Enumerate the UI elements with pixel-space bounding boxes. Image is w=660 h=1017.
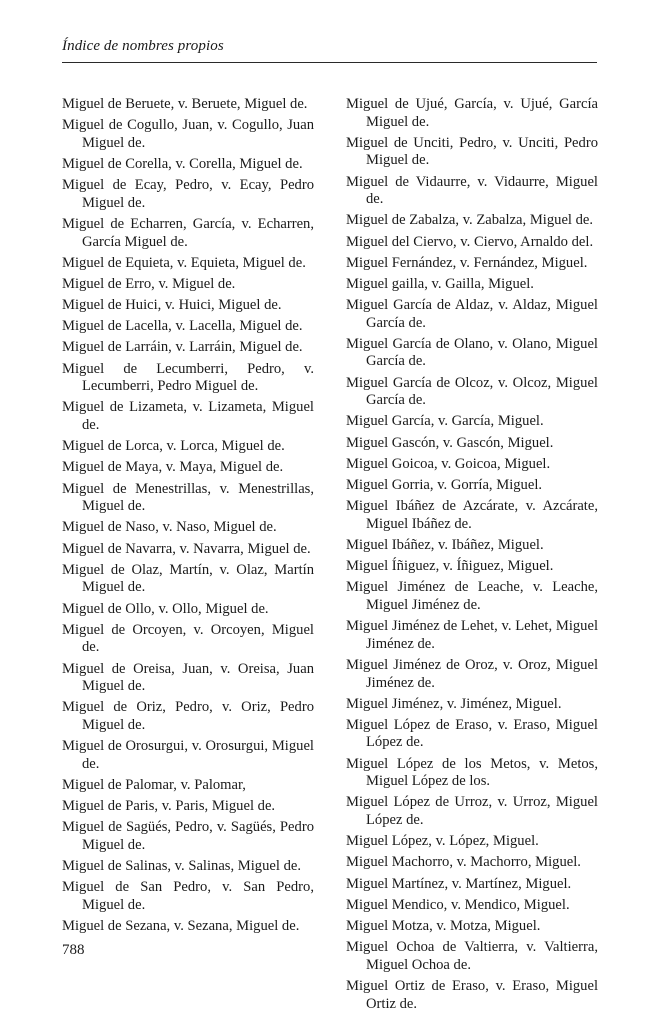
index-entry: Miguel Ortiz de Eraso, v. Eraso, Miguel Ortiz de.: [346, 977, 598, 1012]
index-entry: Miguel de Olaz, Martín, v. Olaz, Martín Miguel de.: [62, 561, 314, 596]
index-entry: Miguel Gascón, v. Gascón, Miguel.: [346, 434, 554, 451]
index-entry: Miguel Jiménez, v. Jiménez, Miguel.: [346, 695, 562, 712]
index-entry: Miguel de Maya, v. Maya, Miguel de.: [62, 459, 284, 476]
index-entry: Miguel Machorro, v. Machorro, Miguel.: [346, 854, 581, 871]
index-entry: Miguel García de Aldaz, v. Aldaz, Miguel García de.: [346, 297, 598, 331]
index-entry: Miguel de Corella, v. Corella, Miguel de.: [62, 155, 303, 172]
index-entry: Miguel García de Olano, v. Olano, Miguel García de.: [346, 335, 598, 370]
index-entry: Miguel de Unciti, Pedro, v. Unciti, Pedro Miguel de.: [346, 134, 598, 169]
index-entry: Miguel de Sagüés, Pedro, v. Sagüés, Pedro Miguel de.: [62, 819, 314, 853]
index-entry: Miguel de Larráin, v. Larráin, Miguel de.: [62, 339, 303, 356]
index-entry: Miguel Ibáñez de Azcárate, v. Azcárate, Miguel Ibáñez de.: [346, 498, 598, 532]
index-entry: Miguel de Naso, v. Naso, Miguel de.: [62, 519, 277, 536]
index-entry: Miguel Jiménez de Leache, v. Leache, Miguel Jiménez de.: [346, 579, 598, 613]
index-entry: Miguel Ibáñez, v. Ibáñez, Miguel.: [346, 536, 544, 553]
index-column-left: [62, 96, 314, 939]
index-entry: Miguel Íñiguez, v. Íñiguez, Miguel.: [346, 558, 554, 575]
index-entry: Miguel de Oreisa, Juan, v. Oreisa, Juan Miguel de.: [62, 660, 314, 695]
index-entry: Miguel de Echarren, García, v. Echarren, García Miguel de.: [62, 215, 314, 250]
index-entry: Miguel Fernández, v. Fernández, Miguel.: [346, 254, 588, 271]
index-entry: Miguel de Navarra, v. Navarra, Miguel de.: [62, 540, 311, 557]
index-entry: Miguel de Ollo, v. Ollo, Miguel de.: [62, 600, 269, 617]
index-entry: Miguel Mendico, v. Mendico, Miguel.: [346, 896, 570, 913]
running-head: Índice de nombres propios: [62, 38, 224, 54]
index-entry: Miguel de Sezana, v. Sezana, Miguel de.: [62, 917, 300, 934]
index-entry: Miguel de Beruete, v. Beruete, Miguel de.: [62, 96, 308, 112]
index-entry: Miguel de Salinas, v. Salinas, Miguel de.: [62, 858, 302, 874]
index-entry: Miguel Jiménez de Lehet, v. Lehet, Miguel Jiménez de.: [346, 618, 598, 652]
index-entry: Miguel López de los Metos, v. Metos, Miguel López de los.: [346, 755, 598, 790]
index-entry: Miguel de Lizameta, v. Lizameta, Miguel de.: [62, 399, 314, 434]
index-entry: Miguel de Lecumberri, Pedro, v. Lecumberri, Pedro Miguel de.: [62, 360, 314, 395]
index-entry: Miguel García de Olcoz, v. Olcoz, Miguel García de.: [346, 374, 598, 409]
index-entry: Miguel López, v. López, Miguel.: [346, 833, 539, 850]
index-entry: Miguel de Orcoyen, v. Orcoyen, Miguel de.: [62, 621, 314, 656]
index-entry: Miguel de Oriz, Pedro, v. Oriz, Pedro Miguel de.: [62, 699, 314, 733]
index-entry: Miguel de Cogullo, Juan, v. Cogullo, Juan Miguel de.: [62, 117, 314, 151]
index-entry: Miguel de Ecay, Pedro, v. Ecay, Pedro Miguel de.: [62, 177, 314, 211]
index-entry: Miguel Ochoa de Valtierra, v. Valtierra, Miguel Ochoa de.: [346, 939, 598, 973]
index-entry: Miguel de Lacella, v. Lacella, Miguel de.: [62, 318, 303, 335]
index-entry: Miguel López de Urroz, v. Urroz, Miguel López de.: [346, 794, 598, 829]
index-entry: Miguel gailla, v. Gailla, Miguel.: [346, 275, 534, 292]
index-entry: Miguel de Orosurgui, v. Orosurgui, Miguel de.: [62, 738, 314, 772]
index-entry: Miguel Gorria, v. Gorría, Miguel.: [346, 477, 543, 493]
index-column-right: [346, 96, 598, 1017]
index-entry: Miguel de Lorca, v. Lorca, Miguel de.: [62, 438, 285, 455]
index-entry: Miguel García, v. García, Miguel.: [346, 413, 544, 430]
index-entry: Miguel de San Pedro, v. San Pedro, Miguel de.: [62, 879, 314, 913]
index-entry: Miguel de Huici, v. Huici, Miguel de.: [62, 297, 282, 314]
index-entry: Miguel de Vidaurre, v. Vidaurre, Miguel de.: [346, 173, 598, 208]
index-entry: Miguel Goicoa, v. Goicoa, Miguel.: [346, 455, 551, 472]
page-number: 788: [62, 942, 85, 958]
index-entry: Miguel López de Eraso, v. Eraso, Miguel López de.: [346, 716, 598, 751]
index-entry: Miguel Jiménez de Oroz, v. Oroz, Miguel Jiménez de.: [346, 656, 598, 691]
index-entry: Miguel Motza, v. Motza, Miguel.: [346, 917, 541, 934]
index-entry: Miguel de Erro, v. Miguel de.: [62, 275, 236, 292]
index-entry: Miguel de Zabalza, v. Zabalza, Miguel de.: [346, 212, 594, 229]
index-entry: Miguel de Paris, v. Paris, Miguel de.: [62, 798, 276, 815]
index-entry: Miguel Martínez, v. Martínez, Miguel.: [346, 875, 572, 892]
header-rule: [62, 62, 597, 63]
index-entry: Miguel del Ciervo, v. Ciervo, Arnaldo del.: [346, 233, 594, 250]
index-entry: Miguel de Ujué, García, v. Ujué, García Miguel de.: [346, 96, 598, 130]
index-entry: Miguel de Equieta, v. Equieta, Miguel de.: [62, 254, 306, 271]
index-entry: Miguel de Palomar, v. Palomar,: [62, 776, 246, 793]
index-entry: Miguel de Menestrillas, v. Menestrillas, Miguel de.: [62, 480, 314, 515]
